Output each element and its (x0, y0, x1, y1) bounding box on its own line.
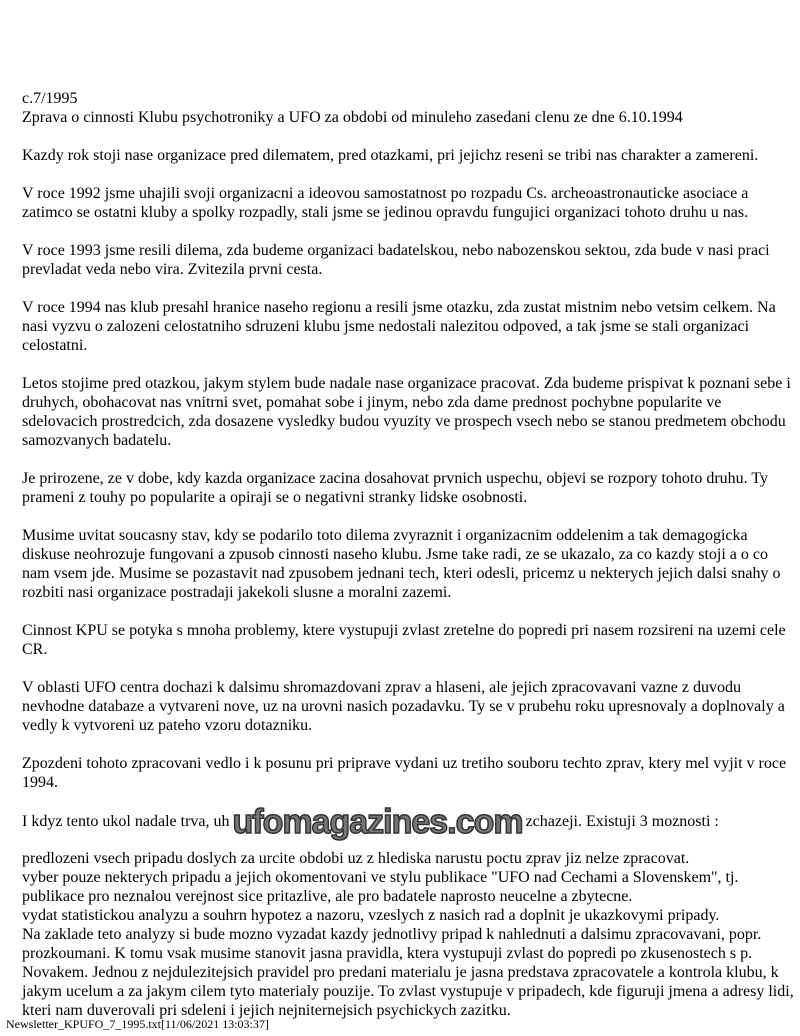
paragraph: V roce 1993 jsme resili dilema, zda budeme organizaci badatelskou, nebo nabozenskou sektou, zda bude v nasi praci prevladat veda nebo vira. Zvitezila prvni cesta. (22, 242, 770, 278)
paragraph: Zpozdeni tohoto zpracovani vedlo i k posunu pri priprave vydani uz tretiho souboru techto zprav, ktery mel vyjit v roce 1994. (22, 755, 787, 791)
option-line: Na zaklade teto analyzy si bude mozno vyzadat kazdy jednotlivy pripad k nahlednuti a dalsimu zpracovavani, popr. prozkoumani. K tomu vsak musime stanovit jasna pravidla, ktera vystupuji zvlast do popredi po zkusenostech s p. Novakem. Jednou z nejdulezitejsich pravidel pro predani materialu je jasna predstava zpracovatele a kontrola klubu, k jakym ucelum a za jakym cilem tyto materialy pouzije. To zvlast vystupuje v pripadech, kde figuruji jmena a adresy lidi, kteri nam duverovali pri sdeleni i jejich nejniternejsich psychickych zazitku. (22, 926, 794, 1020)
option-line: predlozeni vsech pripadu doslych za urcite obdobi uz z hlediska narustu poctu zprav jiz nelze zpracovat. (22, 850, 690, 868)
paragraph: V roce 1992 jsme uhajili svoji organizacni a ideovou samostatnost po rozpadu Cs. archeoastronauticke asociace a zatimco se ostatni kluby a spolky rozpadly, stali jsme se jedinou opravdu fungujici organizaci tohoto druhu u nas. (22, 185, 749, 221)
report-title: Zprava o cinnosti Klubu psychotroniky a UFO za obdobi od minuleho zasedani clenu ze dne 6.10.1994 (22, 109, 683, 126)
paragraph: Musime uvitat soucasny stav, kdy se podarilo toto dilema zvyraznit i organizacnim oddelenim a tak demagogicka diskuse neohrozuje fungovani a zpusob cinnosti naseho klubu. Jsme take radi, ze se ukazalo, za co kazdy stoji a o co nam vsem jde. Musime se pozastavit nad zpusobem jednani tech, kteri odesli, pricemz u nekterych jejich dalsi snahy o rozbiti nasi organizace postradaji jakekoli slusne a moralni zazemi. (22, 527, 781, 601)
watermark-logo: ufomagazines.com (232, 803, 523, 842)
paragraph: V roce 1994 nas klub presahl hranice naseho regionu a resili jsme otazku, zda zustat mistnim nebo vetsim celkem. Na nasi vyzvu o zalozeni celostatniho sdruzeni klubu jsme nedostali nalezitou odpoved, a tak jsme se stali organizaci celostatni. (22, 299, 776, 354)
paragraph: Cinnost KPU se potyka s mnoha problemy, ktere vystupuji zvlast zretelne do popredi pri nasem rozsireni na uzemi cele CR. (22, 622, 786, 658)
paragraph: V oblasti UFO centra dochazi k dalsimu shromazdovani zprav a hlaseni, ale jejich zpracovavani vazne z duvodu nevhodne databaze a vytvareni nove, uz na urovni nasich pozadavku. Ty se v prubehu roku upresnovaly a doplnovaly a vedly k vytvoreni uz pateho vzoru dotazniku. (22, 679, 785, 734)
option-line: vydat statistickou analyzu a souhrn hypotez a nazoru, vzeslych z nasich rad a doplnit je ukazkovymi pripady. (22, 907, 720, 925)
footer-filename: Newsletter_KPUFO_7_1995.txt[11/06/2021 13:03:37] (6, 1017, 269, 1031)
paragraph: Letos stojime pred otazkou, jakym stylem bude nadale nase organizace pracovat. Zda budeme prispivat k poznani sebe i druhych, obohacovat nas vnitrni svet, pomahat sobe i jinym, nebo zda dame prednost pochybne popularite ve sdelovacich prostredcich, zda dosazene vysledky budou vyuzity ve prospech vsech nebo se stanou predmetem obchodu samozvanych badatelu. (22, 375, 791, 449)
paragraph: Je prirozene, ze v dobe, kdy kazda organizace zacina dosahovat prvnich uspechu, objevi se rozpory tohoto druhu. Ty prameni z touhy po popularite a opiraji se o negativni stranky lidske osobnosti. (22, 470, 769, 506)
obscured-line-start: I kdyz tento ukol nadale trva, uh (22, 813, 230, 830)
paragraph: Kazdy rok stoji nase organizace pred dilematem, pred otazkami, pri jejichz reseni se tribi nas charakter a zamereni. (22, 147, 759, 164)
option-line: vyber pouze nekterych pripadu a jejich okomentovani ve stylu publikace "UFO nad Cechami a Slovenskem", tj. publikace pro neznalou verejnost sice pritazlive, ale pro badatele naprosto neucelne a zbytecne. (22, 869, 739, 906)
obscured-line-end: zchazeji. Existuji 3 moznosti : (525, 813, 719, 830)
document-body (22, 89, 794, 1020)
issue-number: c.7/1995 (22, 90, 78, 107)
obscured-paragraph (22, 803, 794, 841)
